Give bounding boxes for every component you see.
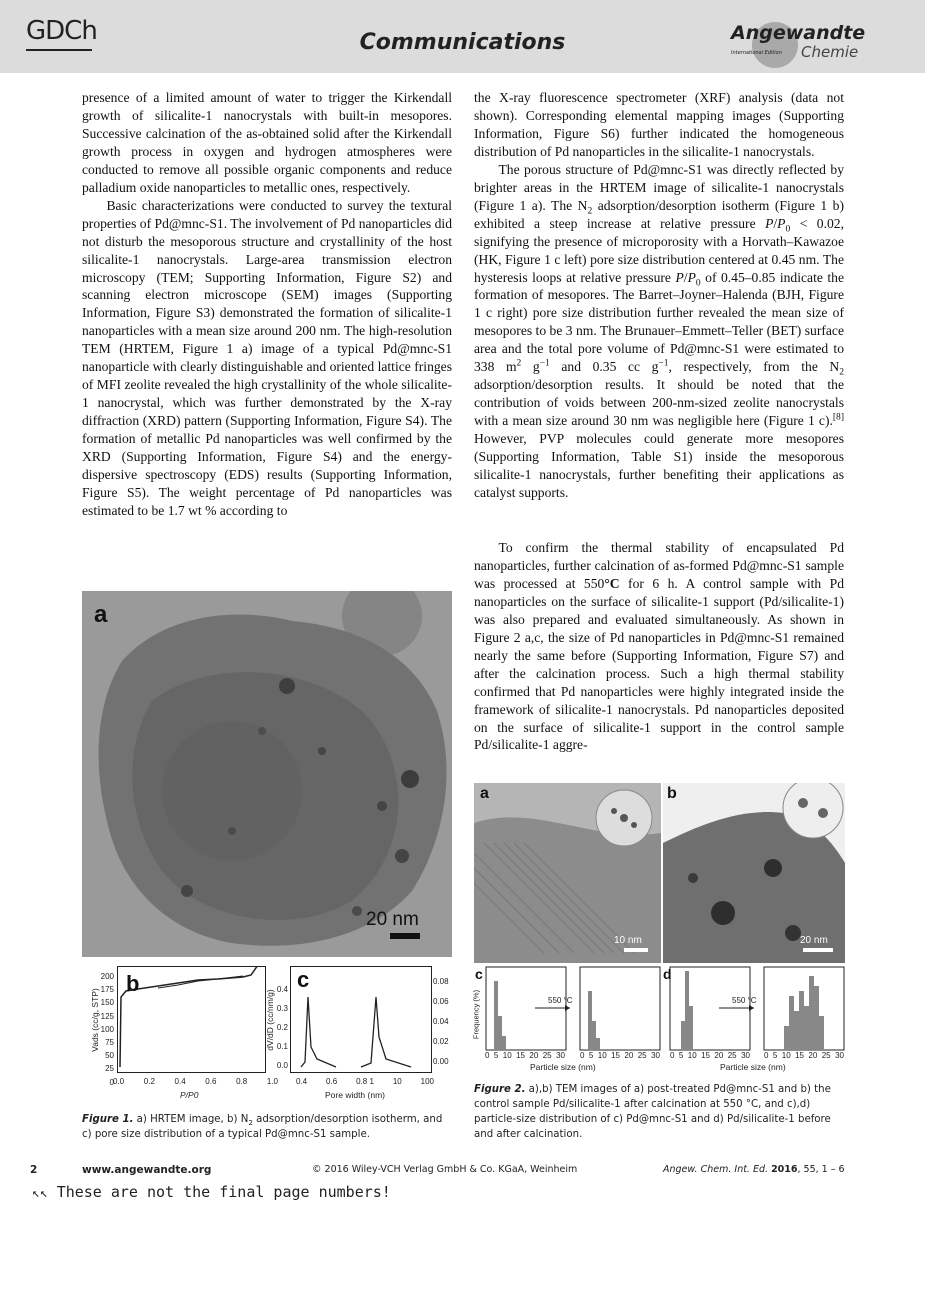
- histogram-c2-xticks: 0 5 10 15 20 25 30: [580, 1051, 660, 1060]
- panel-label-b: b: [126, 971, 140, 996]
- scale-bar-label: 20 nm: [366, 909, 419, 930]
- journal-logo-chemie: Chemie: [801, 43, 859, 61]
- panel-label-c: c: [297, 967, 310, 992]
- journal-url[interactable]: www.angewandte.org: [82, 1164, 212, 1176]
- figure2c-histogram: [485, 966, 661, 1051]
- paragraph: presence of a limited amount of water to trigger the Kirkendall growth of silicalite-1 nanocrystals with built-in mesopores. Successive calcination of the as-obtained solid after the Kirkendall growth process in oxygen and hydrogen atmospheres were conducted to remove all possible organic components and reduce palladium oxide nanoparticles to metallic ones, respectively.: [82, 90, 452, 195]
- panel-label-b: b: [667, 785, 677, 802]
- histogram-d-xlabel: Particle size (nm): [720, 1062, 786, 1072]
- pore-size-curves: [291, 967, 431, 1072]
- paragraph: Basic characterizations were conducted to survey the textural properties of Pd@mnc-S1. The involvement of Pd nanoparticles did not disturb the mesoporous structure and crystallinity of the host silicalite-1 nanocrystals. Large-area transmission electron microscopy (TEM; Supporting Information, Figure S2) and scanning electron microscope (SEM) images (Supporting Information, Figure S3) demonstrated the formation of silicalite-1 nanoparticles with a mean size around 200 nm. The high-resolution TEM (HRTEM, Figure 1 a) image of a typical Pd@mnc-S1 nanoparticle with clearly distinguishable and oriented lattice fringes of MFI zeolite revealed the high crystallinity of the whole silicalite-1 nanocrystal, which was further demonstrated by the X-ray diffraction (XRD) pattern (Supporting Information, Figure S4). The formation of metallic Pd nanoparticles was well confirmed by the XRD (Supporting Information, Figure S4) and the energy-dispersive spectroscopy (EDS) results (Supporting Information, Figure S5). The weight percentage of Pd nanoparticles was estimated to be 1.7 wt % according to: [82, 197, 452, 518]
- isotherm-yticks: 200 175 150 125 100 75 50 25 0: [100, 972, 114, 1087]
- pore-yticks-right: 0.08 0.06 0.04 0.02 0.00: [433, 977, 449, 1066]
- pore-xlabel: Pore width (nm): [325, 1090, 385, 1100]
- journal-logo-intl: International Edition: [731, 50, 782, 56]
- scale-bar-label: 10 nm: [614, 935, 642, 946]
- figure2d-histogram: [669, 966, 845, 1051]
- histogram-c-xlabel: Particle size (nm): [530, 1062, 596, 1072]
- gdch-logo: GDCh: [26, 16, 97, 46]
- panel-label-a: a: [94, 601, 108, 628]
- copyright: © 2016 Wiley-VCH Verlag GmbH & Co. KGaA, Weinheim: [312, 1164, 578, 1175]
- figure2b-tem-image: [663, 783, 845, 963]
- not-final-notice: ↖↖ These are not the final page numbers!: [32, 1183, 391, 1201]
- figure1a-hrtem-image: [82, 591, 452, 957]
- isotherm-curve: [118, 967, 265, 1072]
- arrow-label: 550 °C: [548, 996, 573, 1005]
- hrtem-drawing: [82, 591, 452, 957]
- page-number: 2: [30, 1164, 38, 1176]
- figure2a-tem-image: [474, 783, 661, 963]
- arrow-label: 550 °C: [732, 996, 757, 1005]
- journal-logo-name: Angewandte: [731, 22, 866, 44]
- pore-xticks: 0.4 0.6 0.8 1 10 100: [296, 1077, 434, 1086]
- figure1-caption: Figure 1. a) HRTEM image, b) $N_2$ adsorption/desorption isotherm, and c) pore size distribution of a typical Pd@mnc-S1 sample.: [82, 1114, 443, 1140]
- paragraph: To confirm the thermal stability of encapsulated Pd nanoparticles, further calcination of as-formed Pd@mnc-S1 sample was processed at 550°C for 6 h. A control sample with Pd nanoparticles on the surface of silicalite-1 support (Pd/silicalite-1) was also prepared and evaluated simultaneously. As shown in Figure 2 a,c, the size of Pd nanoparticles in Pd@mnc-S1 remained nearly the same before (Supporting Information, Figure S7) and after the calcination process. Such a high thermal stability confirmed that Pd nanoparticles were highly integrated inside the framework of silicalite-1 nanocrystals. Pd nanoparticles deposited on the surface of silicalite-1 support in the control sample Pd/silicalite-1 aggre-: [474, 540, 844, 753]
- pore-yticks-left: 0.4 0.3 0.2 0.1 0.0: [276, 985, 288, 1070]
- left-column-text: [82, 89, 452, 520]
- right-column-text: [474, 89, 844, 502]
- isotherm-ylabel: Vads (cc/g, STP): [90, 988, 100, 1052]
- isotherm-xticks: 0.0 0.2 0.4 0.6 0.8 1.0: [113, 1077, 278, 1086]
- panel-label-c: c: [475, 966, 483, 982]
- histogram-d-xticks: 0 5 10 15 20 25 30: [670, 1051, 750, 1060]
- figure2-caption: Figure 2. a),b) TEM images of a) post-treated Pd@mnc-S1 and b) the control sample Pd/silicalite-1 after calcination at 550 °C, and c),d) particle-size distribution of c) Pd@mnc-S1 and d) Pd/silicalite-1 before and after calcination.: [474, 1084, 831, 1140]
- histogram-ylabel: Frequency (%): [471, 989, 481, 1040]
- corner-arrows-icon: ↖↖: [32, 1186, 48, 1201]
- histogram-d2-xticks: 0 5 10 15 20 25 30: [764, 1051, 844, 1060]
- histogram-d-bars: [669, 966, 845, 1051]
- figure1c-pore-size-plot: [290, 966, 432, 1073]
- isotherm-xlabel: P/P0: [180, 1090, 199, 1100]
- pore-ylabel: dV/dD (cc/nm/g): [265, 989, 275, 1051]
- paragraph: The porous structure of Pd@mnc-S1 was directly reflected by brighter areas in the HRTEM image of silicalite-1 nanocrystals (Figure 1 a). The $N_2$ adsorption/desorption isotherm (Figure 1 b) exhibited a steep increase at relative pressure $P/P_0 < 0.02$, signifying the presence of microporosity with a Horvath–Kawazoe (HK, Figure 1 c left) pore size distribution centered at 0.45 nm. The hysteresis loops at relative pressure $P/P_0$ of 0.45–0.85 indicate the formation of mesopores. The Barret–Joyner–Halenda (BJH, Figure 1 c right) pore size distribution further revealed the mean size of mesopores to be 3 nm. The Brunauer–Emmett–Teller (BET) surface area and the total pore volume of Pd@mnc-S1 were estimated to 338 $m^2$ $g^{-1}$ and 0.35 cc $g^{-1}$, respectively, from the $N_2$ adsorption/desorption results. It should be noted that the contribution of voids between 200-nm-sized zeolite nanocrystals with a mean size around 30 nm was negligible here (Figure 1 c).[8] However, PVP molecules could generate more mesopores (Supporting Information, Table S1) inside the mesoporous silicalite-1 nanocrystals, further benefiting their applications as catalyst supports.: [474, 161, 845, 500]
- section-title: Communications: [359, 30, 566, 55]
- figure1b-isotherm-plot: [117, 966, 266, 1073]
- panel-label-d: d: [663, 966, 672, 982]
- histogram-c-bars: [485, 966, 661, 1051]
- histogram-c-xticks: 0 5 10 15 20 25 30: [485, 1051, 565, 1060]
- paragraph: the X-ray fluorescence spectrometer (XRF) analysis (data not shown). Corresponding elemental mapping images (Supporting Information, Figure S6) further indicated the homogeneous distribution of Pd nanoparticles in the silicalite-1 nanocrystals.: [474, 90, 844, 159]
- scale-bar-label: 20 nm: [800, 935, 828, 946]
- citation: Angew. Chem. Int. Ed. 2016, 55, 1 – 6: [663, 1164, 845, 1175]
- panel-label-a: a: [480, 785, 489, 802]
- right-column-text-continued: [474, 539, 844, 754]
